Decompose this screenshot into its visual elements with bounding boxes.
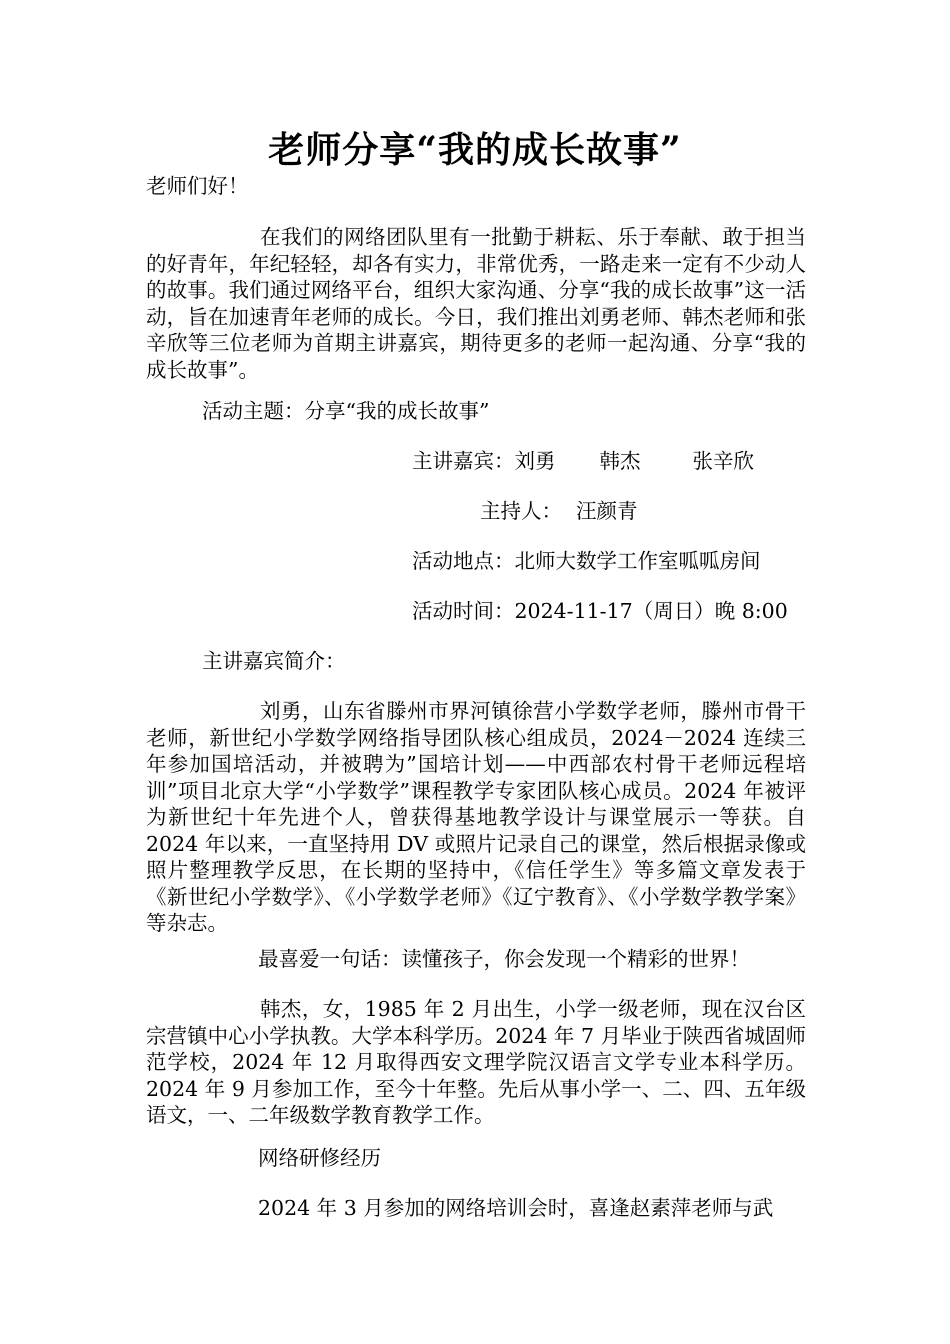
favorite-quote: 最喜爱一句话：读懂孩子，你会发现一个精彩的世界！: [258, 947, 750, 971]
bio-heading: 主讲嘉宾简介：: [202, 649, 346, 673]
host-name: 汪颜青: [576, 499, 638, 523]
speakers-label: 主讲嘉宾：: [412, 449, 515, 473]
speaker-name: 刘勇: [514, 449, 556, 473]
activity-theme: 活动主题：分享“我的成长故事”: [202, 399, 490, 423]
bio-han-paragraph: 韩杰，女，1985 年 2 月出生，小学一级老师，现在汉台区宗营镇中心小学执教。大学本科学历。2024 年 7 月毕业于陕西省城固师范学校，2024 年 12 月取得西安文理学院汉语言文学专业本科学历。2024 年 9 月参加工作，至今十年整。先后从事小学一、二、四、五年级语文，一、二年级数学教育教学工作。: [146, 997, 806, 1127]
network-heading: 网络研修经历: [258, 1146, 381, 1170]
bio-liu-paragraph: 刘勇，山东省滕州市界河镇徐营小学数学老师，滕州市骨干老师，新世纪小学数学网络指导团队核心组成员，2024－2024 连续三年参加国培活动，并被聘为”国培计划——中西部农村骨干老师远程培训”项目北京大学“小学数学”课程教学专家团队核心成员。2024 年被评为新世纪十年先进个人，曾获得基地教学设计与课堂展示一等获。自 2024 年以来，一直坚持用 DV 或照片记录自己的课堂，然后根据录像或照片整理教学反思，在长期的坚持中，《信任学生》等多篇文章发表于《新世纪小学数学》、《小学数学老师》《辽宁教育》、《小学数学教学案》等杂志。: [146, 699, 806, 935]
host-label: 主持人：: [480, 499, 562, 523]
document-title: 老师分享“我的成长故事”: [268, 129, 682, 171]
host-line: [480, 498, 638, 525]
network-paragraph: 2024 年 3 月参加的网络培训会时，喜逢赵素萍老师与武: [258, 1196, 774, 1220]
greeting: 老师们好！: [146, 174, 249, 198]
speakers-line: [412, 448, 754, 475]
intro-paragraph: 在我们的网络团队里有一批勤于耕耘、乐于奉献、敢于担当的好青年，年纪轻轻，却各有实力，非常优秀，一路走来一定有不少动人的故事。我们通过网络平台，组织大家沟通、分享“我的成长故事”这一活动，旨在加速青年老师的成长。今日，我们推出刘勇老师、韩杰老师和张辛欣等三位老师为首期主讲嘉宾，期待更多的老师一起沟通、分享“我的成长故事”。: [146, 225, 806, 382]
speaker-name: 韩杰: [599, 449, 641, 473]
activity-time: 活动时间：2024-11-17（周日）晚 8:00: [412, 599, 788, 623]
speaker-name: 张辛欣: [692, 449, 754, 473]
activity-venue: 活动地点：北师大数学工作室呱呱房间: [412, 549, 761, 573]
